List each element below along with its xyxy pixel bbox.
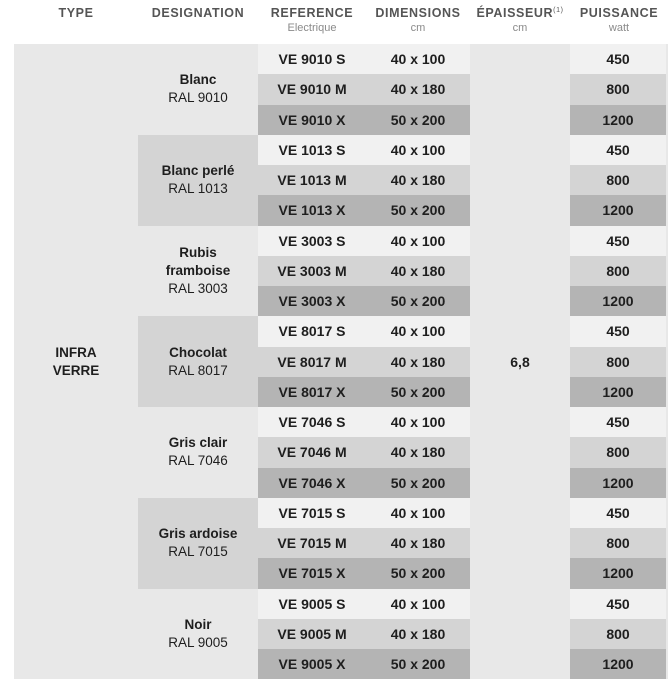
header-epaisseur-text: ÉPAISSEUR xyxy=(476,6,554,20)
reference-value: VE 7015 M xyxy=(277,535,347,552)
reference-cell xyxy=(258,649,366,679)
reference-value: VE 9005 S xyxy=(278,595,346,612)
reference-value: VE 9005 X xyxy=(278,656,346,673)
designation-ral: RAL 7046 xyxy=(168,453,228,469)
header-type xyxy=(14,0,138,44)
dimensions-cell xyxy=(366,74,470,104)
designation-cell xyxy=(138,498,258,589)
puissance-value: 1200 xyxy=(602,656,634,673)
dimensions-value: 40 x 100 xyxy=(390,414,446,431)
designation-ral: RAL 8017 xyxy=(168,362,228,378)
dimensions-cell xyxy=(366,226,470,256)
designation-name: Gris clair xyxy=(168,435,228,451)
reference-cell xyxy=(258,44,366,74)
reference-value: VE 9010 X xyxy=(278,111,346,128)
puissance-value: 800 xyxy=(606,172,630,189)
dimensions-cell xyxy=(366,165,470,195)
puissance-value: 1200 xyxy=(602,202,634,219)
puissance-value: 800 xyxy=(606,535,630,552)
reference-value: VE 8017 S xyxy=(278,323,346,340)
reference-value: VE 1013 M xyxy=(277,172,347,189)
dimensions-value: 40 x 180 xyxy=(390,444,446,461)
puissance-value: 1200 xyxy=(602,293,634,310)
dimensions-cell xyxy=(366,589,470,619)
dimensions-value: 50 x 200 xyxy=(390,111,446,128)
puissance-cell xyxy=(570,74,666,104)
dimensions-value: 40 x 100 xyxy=(390,232,446,249)
puissance-cell xyxy=(570,407,666,437)
reference-value: VE 7015 S xyxy=(278,504,346,521)
reference-cell xyxy=(258,468,366,498)
puissance-cell xyxy=(570,286,666,316)
dimensions-cell xyxy=(366,135,470,165)
reference-cell xyxy=(258,498,366,528)
designation-cell xyxy=(138,316,258,407)
dimensions-value: 50 x 200 xyxy=(390,656,446,673)
puissance-cell xyxy=(570,316,666,346)
header-designation xyxy=(138,0,258,44)
puissance-value: 450 xyxy=(606,141,630,158)
dimensions-cell xyxy=(366,528,470,558)
designation-cell xyxy=(138,226,258,317)
puissance-value: 800 xyxy=(606,81,630,98)
designation-name: Blanc perlé xyxy=(161,163,235,179)
puissance-value: 1200 xyxy=(602,474,634,491)
reference-cell xyxy=(258,165,366,195)
header-puissance-sub: watt xyxy=(608,22,630,34)
puissance-cell xyxy=(570,226,666,256)
header-epaisseur-sub: cm xyxy=(512,22,528,34)
dimensions-cell xyxy=(366,195,470,225)
reference-value: VE 3003 M xyxy=(277,262,347,279)
dimensions-value: 40 x 180 xyxy=(390,535,446,552)
puissance-value: 800 xyxy=(606,444,630,461)
dimensions-value: 40 x 180 xyxy=(390,262,446,279)
dimensions-cell xyxy=(366,468,470,498)
dimensions-cell xyxy=(366,316,470,346)
dimensions-value: 50 x 200 xyxy=(390,293,446,310)
puissance-value: 450 xyxy=(606,595,630,612)
designation-name: Blanc xyxy=(179,72,217,88)
dimensions-value: 50 x 200 xyxy=(390,202,446,219)
dimensions-cell xyxy=(366,286,470,316)
designation-name: Gris ardoise xyxy=(158,526,238,542)
product-table xyxy=(14,44,668,679)
puissance-value: 800 xyxy=(606,625,630,642)
dimensions-cell xyxy=(366,347,470,377)
puissance-cell xyxy=(570,347,666,377)
reference-cell xyxy=(258,316,366,346)
header-reference-sub: Electrique xyxy=(287,22,337,34)
puissance-value: 450 xyxy=(606,323,630,340)
header-dimensions-label: DIMENSIONS xyxy=(375,6,461,20)
dimensions-value: 50 x 200 xyxy=(390,565,446,582)
reference-cell xyxy=(258,619,366,649)
puissance-cell xyxy=(570,619,666,649)
dimensions-cell xyxy=(366,558,470,588)
dimensions-cell xyxy=(366,619,470,649)
dimensions-cell xyxy=(366,377,470,407)
reference-value: VE 7046 S xyxy=(278,414,346,431)
puissance-cell xyxy=(570,105,666,135)
header-epaisseur-label xyxy=(470,6,570,20)
dimensions-value: 50 x 200 xyxy=(390,474,446,491)
puissance-value: 450 xyxy=(606,232,630,249)
dimensions-cell xyxy=(366,649,470,679)
puissance-value: 450 xyxy=(606,414,630,431)
header-dimensions xyxy=(366,0,470,44)
reference-cell xyxy=(258,407,366,437)
header-dimensions-sub: cm xyxy=(410,22,426,34)
designation-name: Noir xyxy=(184,616,212,632)
puissance-cell xyxy=(570,195,666,225)
reference-value: VE 7015 X xyxy=(278,565,346,582)
reference-value: VE 9010 S xyxy=(278,51,346,68)
puissance-value: 450 xyxy=(606,504,630,521)
dimensions-value: 40 x 100 xyxy=(390,323,446,340)
epaisseur-value: 6,8 xyxy=(510,353,530,370)
reference-value: VE 1013 S xyxy=(278,141,346,158)
puissance-value: 800 xyxy=(606,353,630,370)
designation-ral: RAL 7015 xyxy=(168,544,228,560)
header-reference xyxy=(258,0,366,44)
puissance-value: 1200 xyxy=(602,565,634,582)
reference-cell xyxy=(258,377,366,407)
reference-value: VE 7046 X xyxy=(278,474,346,491)
type-line: VERRE xyxy=(52,362,100,378)
designation-cell xyxy=(138,135,258,226)
dimensions-value: 40 x 100 xyxy=(390,504,446,521)
puissance-cell xyxy=(570,135,666,165)
dimensions-value: 40 x 100 xyxy=(390,141,446,158)
header-epaisseur-note: (1) xyxy=(553,6,564,14)
reference-cell xyxy=(258,347,366,377)
header-type-label: TYPE xyxy=(58,6,94,20)
puissance-cell xyxy=(570,498,666,528)
puissance-cell xyxy=(570,468,666,498)
puissance-cell xyxy=(570,528,666,558)
dimensions-cell xyxy=(366,498,470,528)
puissance-cell xyxy=(570,165,666,195)
puissance-cell xyxy=(570,256,666,286)
reference-cell xyxy=(258,437,366,467)
reference-cell xyxy=(258,558,366,588)
dimensions-cell xyxy=(366,44,470,74)
puissance-cell xyxy=(570,377,666,407)
designation-name: Rubis xyxy=(179,244,217,260)
reference-value: VE 1013 X xyxy=(278,202,346,219)
reference-value: VE 8017 X xyxy=(278,383,346,400)
dimensions-value: 40 x 180 xyxy=(390,172,446,189)
dimensions-cell xyxy=(366,437,470,467)
type-cell xyxy=(14,44,138,679)
dimensions-value: 50 x 200 xyxy=(390,383,446,400)
designation-ral: RAL 3003 xyxy=(168,280,228,296)
type-line: INFRA xyxy=(55,344,97,360)
epaisseur-cell xyxy=(470,44,570,679)
designation-name: Chocolat xyxy=(169,344,227,360)
reference-cell xyxy=(258,286,366,316)
reference-cell xyxy=(258,195,366,225)
designation-ral: RAL 9010 xyxy=(168,90,228,106)
puissance-cell xyxy=(570,44,666,74)
reference-value: VE 9005 M xyxy=(277,625,347,642)
puissance-value: 1200 xyxy=(602,111,634,128)
header-epaisseur xyxy=(470,0,570,44)
reference-cell xyxy=(258,528,366,558)
dimensions-value: 40 x 100 xyxy=(390,595,446,612)
header-puissance xyxy=(570,0,668,44)
puissance-cell xyxy=(570,589,666,619)
puissance-value: 1200 xyxy=(602,383,634,400)
designation-cell xyxy=(138,407,258,498)
reference-value: VE 8017 M xyxy=(277,353,347,370)
dimensions-cell xyxy=(366,105,470,135)
puissance-value: 800 xyxy=(606,262,630,279)
reference-value: VE 7046 M xyxy=(277,444,347,461)
puissance-cell xyxy=(570,558,666,588)
designation-ral: RAL 9005 xyxy=(168,634,228,650)
puissance-cell xyxy=(570,649,666,679)
designation-ral: RAL 1013 xyxy=(168,181,228,197)
reference-cell xyxy=(258,589,366,619)
designation-cell xyxy=(138,589,258,680)
puissance-cell xyxy=(570,437,666,467)
reference-cell xyxy=(258,135,366,165)
designation-cell xyxy=(138,44,258,135)
header-reference-label: REFERENCE xyxy=(270,6,354,20)
dimensions-value: 40 x 180 xyxy=(390,353,446,370)
reference-value: VE 3003 S xyxy=(278,232,346,249)
dimensions-cell xyxy=(366,407,470,437)
header-puissance-label: PUISSANCE xyxy=(579,6,659,20)
reference-value: VE 9010 M xyxy=(277,81,347,98)
puissance-value: 450 xyxy=(606,51,630,68)
dimensions-cell xyxy=(366,256,470,286)
reference-cell xyxy=(258,226,366,256)
reference-cell xyxy=(258,256,366,286)
header-designation-label: DESIGNATION xyxy=(151,6,245,20)
reference-value: VE 3003 X xyxy=(278,293,346,310)
reference-cell xyxy=(258,105,366,135)
reference-cell xyxy=(258,74,366,104)
dimensions-value: 40 x 100 xyxy=(390,51,446,68)
designation-name: framboise xyxy=(165,262,231,278)
dimensions-value: 40 x 180 xyxy=(390,81,446,98)
dimensions-value: 40 x 180 xyxy=(390,625,446,642)
